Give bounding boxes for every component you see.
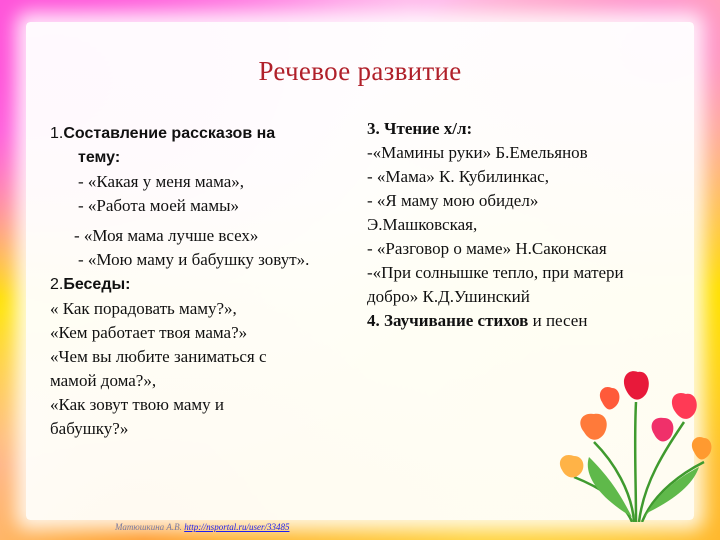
item-2-line-3: мамой дома?», xyxy=(50,371,157,390)
item-1-heading-line2: тему: xyxy=(78,149,121,166)
item-2-line-0: « Как порадовать маму?», xyxy=(50,299,237,318)
left-column xyxy=(50,121,370,441)
tulips-bouquet-icon xyxy=(554,362,714,522)
item-3-heading: 3. Чтение х/л: xyxy=(367,119,473,138)
item-2-heading xyxy=(50,272,370,297)
item-3-line-2: - «Я маму мою обидел» xyxy=(367,191,539,210)
item-3-line-0: -«Мамины руки» Б.Емельянов xyxy=(367,143,588,162)
footer-credit xyxy=(115,522,289,532)
footer-link[interactable]: http://nsportal.ru/user/33485 xyxy=(184,522,290,532)
item-3-line-3: Э.Машковская, xyxy=(367,215,478,234)
footer-author: Матюшкина А.В. xyxy=(115,522,182,532)
item-2-number: 2. xyxy=(50,276,64,293)
item-1-number: 1. xyxy=(50,125,64,142)
item-1-sub-0: - «Какая у меня мама», xyxy=(78,172,245,191)
item-4-tail: и песен xyxy=(528,311,588,330)
item-1-sub2-0: - «Моя мама лучше всех» xyxy=(74,226,259,245)
item-4-heading: 4. Заучивание стихов xyxy=(367,311,529,330)
item-2-heading-text: Беседы: xyxy=(63,276,131,293)
item-3-line-5: -«При солнышке тепло, при матери xyxy=(367,263,624,282)
item-1-heading-line1: Составление рассказов на xyxy=(63,125,276,142)
item-2-line-4: «Как зовут твою маму и xyxy=(50,395,224,414)
item-3-line-1: - «Мама» К. Кубилинкас, xyxy=(367,167,549,186)
slide-title: Речевое развитие xyxy=(258,56,462,86)
item-2-line-5: бабушку?» xyxy=(50,419,129,438)
item-2-line-2: «Чем вы любите заниматься с xyxy=(50,347,267,366)
item-2-line-1: «Кем работает твоя мама?» xyxy=(50,323,248,342)
item-4-row xyxy=(367,309,687,333)
item-1-heading xyxy=(50,121,370,146)
item-1-sub2-1: - «Мою маму и бабушку зовут». xyxy=(78,250,310,269)
item-3-line-6: добро» К.Д.Ушинский xyxy=(367,287,530,306)
item-1-sub-1: - «Работа моей мамы» xyxy=(78,196,239,215)
item-3-line-4: - «Разговор о маме» Н.Саконская xyxy=(367,239,607,258)
right-column xyxy=(367,117,687,333)
